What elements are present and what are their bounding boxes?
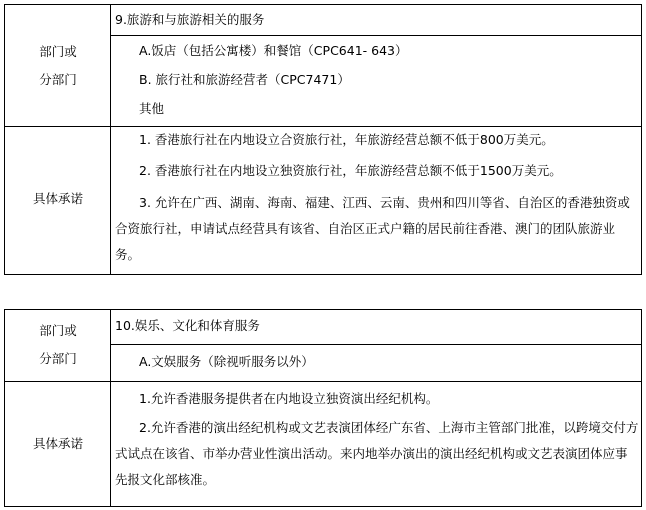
sector-title: 9.旅游和与旅游相关的服务	[115, 12, 265, 27]
sector-label-line2: 分部门	[39, 351, 77, 366]
commitment-label: 具体承诺	[32, 191, 83, 206]
sector-table-entertainment	[4, 309, 642, 507]
sector-label-line1: 部门或	[39, 44, 77, 59]
sector-table-tourism	[4, 4, 642, 275]
commitment-1: 1. 香港旅行社在内地设立合资旅行社，年旅游经营总额不低于800万美元。	[139, 132, 554, 147]
sector-label-line1: 部门或	[39, 323, 77, 338]
sub-item-a: A.文娱服务（除视听服务以外）	[139, 354, 314, 369]
sector-label-cell	[5, 5, 111, 126]
commitment-2: 2.允许香港的演出经纪机构或文艺表演团体经广东省、上海市主管部门批准，以跨境交付方式试点在该省、市举办营业性演出活动。来内地举办演出的演出经纪机构或文艺表演团体应事先报文化部核准。	[115, 420, 639, 487]
commitment-label-cell	[5, 381, 111, 506]
row-divider	[111, 35, 641, 36]
commitment-1: 1.允许香港服务提供者在内地设立独资演出经纪机构。	[139, 391, 439, 406]
sector-label-line2: 分部门	[39, 72, 77, 87]
sub-item-a: A.饭店（包括公寓楼）和餐馆（CPC641- 643）	[139, 43, 408, 58]
sector-title: 10.娱乐、文化和体育服务	[115, 318, 260, 333]
commitment-label: 具体承诺	[32, 436, 83, 451]
row-divider	[111, 344, 641, 345]
commitment-3: 3. 允许在广西、湖南、海南、福建、江西、云南、贵州和四川等省、自治区的香港独资或合资旅行社，申请试点经营具有该省、自治区正式户籍的居民前往香港、澳门的团队旅游业务。	[115, 195, 630, 262]
sub-item-other: 其他	[139, 101, 165, 116]
sector-label-cell	[5, 310, 111, 381]
commitment-2: 2. 香港旅行社在内地设立独资旅行社，年旅游经营总额不低于1500万美元。	[139, 163, 562, 178]
commitment-label-cell	[5, 126, 111, 274]
sub-item-b: B. 旅行社和旅游经营者（CPC7471）	[139, 72, 350, 87]
